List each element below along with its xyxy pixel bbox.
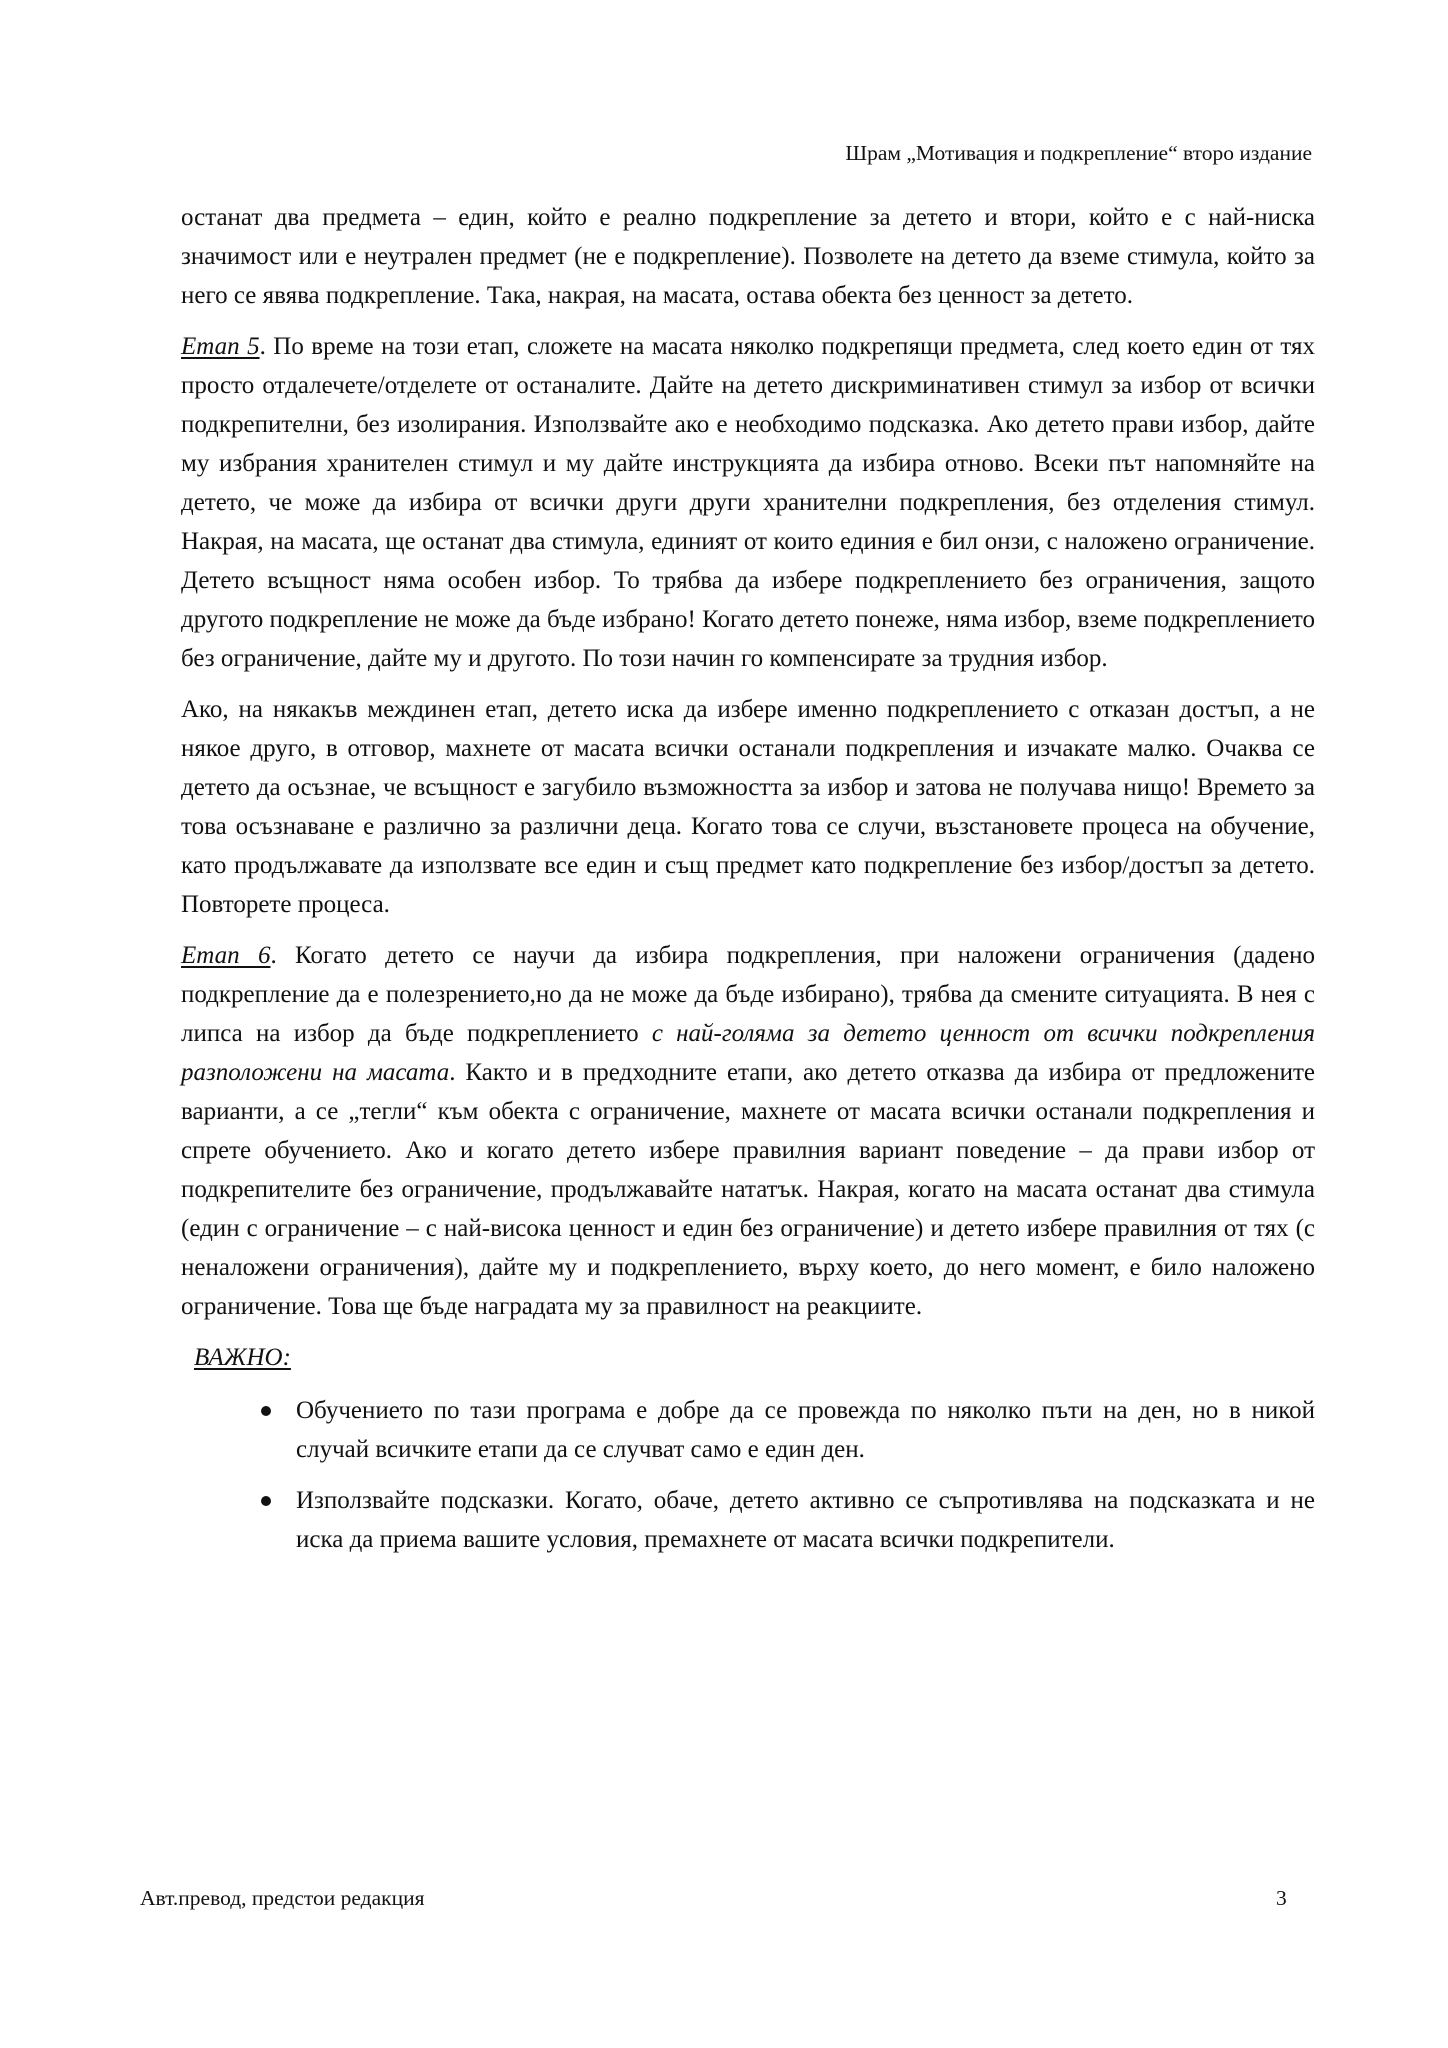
stage-5-text: . По време на този етап, сложете на масата няколко подкрепящи предмета, след което един от тях просто отдалечете/отделете от останалите. Дайте на детето дискриминативен стимул за избор от всички подкрепителни, без изолирания. Използвайте ако е необходимо подсказка. Ако детето прави избор, дайте му избрания хранителен стимул и му дайте инструкцията да избира отново. Всеки път напомняйте на детето, че може да избира от всички други други хранителни подкрепления, без отделения стимул. Накрая, на масата, ще останат два стимула, единият от които единия е бил онзи, с наложено ограничение. Детето всъщност няма особен избор. То трябва да избере подкреплението без ограничения, защото другото подкрепление не може да бъде избрано! Когато детето понеже, няма избор, вземе подкреплението без ограничение, дайте му и другото. По този начин го компенсирате за трудния избор. — [181, 333, 1315, 672]
stage-6-emphasis: с най-голяма за детето ценност от всички подкрепления разположени на масата — [181, 1020, 1315, 1086]
footer-note: Авт.превод, предстои редакция — [140, 1886, 425, 1910]
paragraph-stage5 — [181, 327, 1315, 678]
bullet-icon — [261, 1496, 271, 1506]
paragraph-intermediate-stage: Ако, на някакъв междинен етап, детето иска да избере именно подкреплението с отказан достъп, а не някое друго, в отговор, махнете от масата всички останали подкрепления и изчакате малко. Очаква се детето да осъзнае, че всъщност е загубило възможността за избор и затова не получава нищо! Времето за това осъзнаване е различно за различни деца. Когато това се случи, възстановете процеса на обучение, като продължавате да използвате все един и същ предмет като подкрепление без избор/достъп за детето. Повторете процеса. — [181, 696, 1315, 918]
bullet-icon — [261, 1406, 271, 1416]
running-header: Шрам „Мотивация и подкрепление“ второ издание — [845, 141, 1312, 165]
stage-6-text-a: . Когато детето се научи да избира подкрепления, при наложени ограничения (дадено подкрепление да е полезрението,но да не може да бъде избирано), трябва да смените ситуацията. В нея с липса на избор да бъде подкреплението — [181, 942, 1315, 1047]
stage-6-label: Етап 6 — [181, 942, 271, 969]
list-item — [181, 1481, 1315, 1559]
paragraph-stage6 — [181, 936, 1315, 1326]
important-list — [181, 1391, 1315, 1559]
list-item-text: Обучението по тази програма е добре да се провежда по няколко пъти на ден, но в никой случай всичките етапи да се случват само е един ден. — [296, 1397, 1315, 1463]
important-heading: ВАЖНО: — [194, 1344, 291, 1371]
page-body — [181, 198, 1315, 1571]
list-item — [181, 1391, 1315, 1469]
stage-5-label: Етап 5 — [181, 333, 260, 360]
paragraph-stage4-end: останат два предмета – един, който е реално подкрепление за детето и втори, който е с най-ниска значимост или е неутрален предмет (не е подкрепление). Позволете на детето да вземе стимула, който за него се явява подкрепление. Така, накрая, на масата, остава обекта без ценност за детето. — [181, 204, 1315, 309]
list-item-text: Използвайте подсказки. Когато, обаче, детето активно се съпротивлява на подсказката и не иска да приема вашите условия, премахнете от масата всички подкрепители. — [296, 1487, 1315, 1553]
page-number: 3 — [1276, 1886, 1287, 1910]
stage-6-text-b: . Както и в предходните етапи, ако детето отказва да избира от предложените варианти, а се „тегли“ към обекта с ограничение, махнете от масата всички останали подкрепления и спрете обучението. Ако и когато детето избере правилния вариант поведение – да прави избор от подкрепителите без ограничение, продължавайте нататък. Накрая, когато на масата останат два стимула (един с ограничение – с най-висока ценност и един без ограничение) и детето избере правилния от тях (с неналожени ограничения), дайте му и подкреплението, върху което, до него момент, е било наложено ограничение. Това ще бъде наградата му за правилност на реакциите. — [181, 1059, 1315, 1320]
